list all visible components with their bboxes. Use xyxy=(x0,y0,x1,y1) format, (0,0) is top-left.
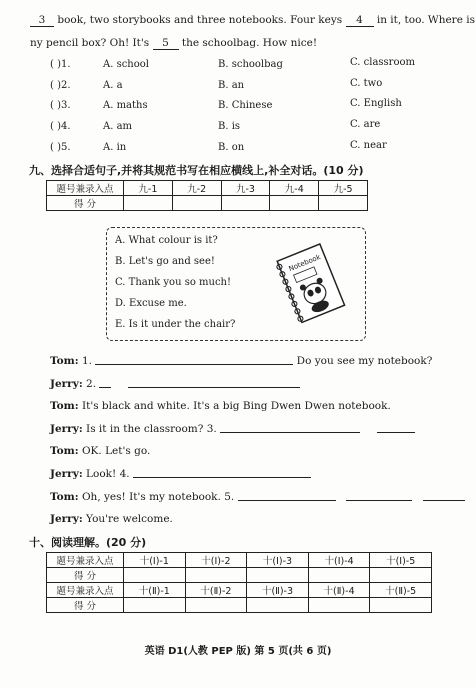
table-header: 十(Ⅰ)-2 xyxy=(185,553,247,568)
table-header: 十(Ⅰ)-4 xyxy=(308,553,370,568)
dialogue-line-1 xyxy=(50,354,432,367)
dialogue-line-7 xyxy=(50,490,465,503)
answer-line-5a[interactable] xyxy=(238,490,336,501)
score-cell xyxy=(370,568,432,583)
speaker: Tom: xyxy=(50,445,79,457)
sentence-options-box xyxy=(106,227,366,341)
dialogue-line-2 xyxy=(50,377,300,390)
dialogue-line-4 xyxy=(50,422,415,435)
table-header: 十(Ⅰ)-1 xyxy=(124,553,186,568)
notebook-label: Notebook xyxy=(287,253,322,274)
passage-line-2 xyxy=(30,37,317,50)
line-number: 1. xyxy=(81,355,92,367)
dialogue-line-8 xyxy=(50,513,173,525)
choice-a: A. a xyxy=(103,80,123,91)
choice-a: A. am xyxy=(103,121,133,132)
option-d: D. Excuse me. xyxy=(115,298,187,309)
dialogue-text: It's black and white. It's a big Bing Dwen Dwen notebook. xyxy=(81,400,391,412)
speaker: Jerry: xyxy=(50,378,83,390)
answer-line-2a[interactable] xyxy=(99,377,111,388)
score-cell xyxy=(185,568,247,583)
score-cell xyxy=(185,598,247,613)
passage-line-1 xyxy=(30,14,475,27)
speaker: Tom: xyxy=(50,491,79,503)
option-c: C. Thank you so much! xyxy=(115,277,232,288)
dialogue-text: You're welcome. xyxy=(86,513,173,525)
score-label: 得 分 xyxy=(47,568,124,583)
table-header: 题号兼录入点 xyxy=(47,583,124,598)
table-header: 十(Ⅱ)-5 xyxy=(370,583,432,598)
table-header: 十(Ⅱ)-4 xyxy=(308,583,370,598)
speaker: Tom: xyxy=(50,355,79,367)
score-cell xyxy=(308,568,370,583)
score-cell xyxy=(308,598,370,613)
score-table-9 xyxy=(46,180,368,211)
notebook-illustration xyxy=(267,238,357,333)
score-table-10 xyxy=(46,552,432,613)
speaker: Tom: xyxy=(50,400,79,412)
choice-a: A. school xyxy=(103,59,149,70)
table-header: 九-4 xyxy=(270,181,319,196)
passage-text: in it, too. Where is xyxy=(376,14,475,26)
score-cell xyxy=(247,568,309,583)
score-cell xyxy=(319,196,368,211)
choice-c: C. near xyxy=(350,140,387,151)
section-9-title: 九、选择合适句子,并将其规范书写在相应横线上,补全对话。(10 分) xyxy=(29,164,364,177)
choice-num: ( )5. xyxy=(50,142,71,153)
table-header: 十(Ⅰ)-5 xyxy=(370,553,432,568)
line-number: 2. xyxy=(86,378,97,390)
choice-b: B. an xyxy=(218,80,245,91)
dialogue-line-6 xyxy=(50,467,311,480)
choice-b: B. Chinese xyxy=(218,100,273,111)
speaker: Jerry: xyxy=(50,513,83,525)
choice-b: B. is xyxy=(218,121,241,132)
answer-line-3[interactable] xyxy=(220,422,360,433)
answer-line-5c[interactable] xyxy=(423,490,465,501)
dialogue-line-3 xyxy=(50,400,391,412)
passage-text: ny pencil box? Oh! It's xyxy=(30,37,150,49)
score-cell xyxy=(172,196,221,211)
table-header: 十(Ⅱ)-1 xyxy=(124,583,186,598)
score-cell xyxy=(221,196,270,211)
dialogue-text: OK. Let's go. xyxy=(81,445,151,457)
table-header: 十(Ⅱ)-3 xyxy=(247,583,309,598)
dialogue-text: Is it in the classroom? 3. xyxy=(86,423,217,435)
score-label: 得 分 xyxy=(47,196,124,211)
choice-a: A. in xyxy=(103,142,127,153)
score-label: 得 分 xyxy=(47,598,124,613)
section-10-title: 十、阅读理解。(20 分) xyxy=(29,536,147,549)
table-header: 十(Ⅰ)-3 xyxy=(247,553,309,568)
score-cell xyxy=(124,598,186,613)
choice-c: C. two xyxy=(350,78,383,89)
choice-num: ( )1. xyxy=(50,59,71,70)
option-a: A. What colour is it? xyxy=(115,235,218,246)
choice-c: C. classroom xyxy=(350,57,415,68)
score-cell xyxy=(124,568,186,583)
choice-b: B. on xyxy=(218,142,245,153)
choice-b: B. schoolbag xyxy=(218,59,283,70)
choice-c: C. are xyxy=(350,119,381,130)
page-footer: 英语 D1(人教 PEP 版) 第 5 页(共 6 页) xyxy=(144,646,332,657)
score-cell xyxy=(124,196,173,211)
answer-line-3b[interactable] xyxy=(377,422,415,433)
speaker: Jerry: xyxy=(50,423,83,435)
answer-line-2b[interactable] xyxy=(128,377,300,388)
table-header: 题号兼录入点 xyxy=(47,181,124,196)
score-cell xyxy=(370,598,432,613)
table-header: 十(Ⅱ)-2 xyxy=(185,583,247,598)
table-header: 九-5 xyxy=(319,181,368,196)
score-cell xyxy=(270,196,319,211)
answer-blank-4: 4 xyxy=(346,14,374,27)
speaker: Jerry: xyxy=(50,468,83,480)
table-header: 九-2 xyxy=(172,181,221,196)
dialogue-text: Look! 4. xyxy=(86,468,130,480)
option-e: E. Is it under the chair? xyxy=(115,319,236,330)
answer-line-4[interactable] xyxy=(133,467,311,478)
answer-line-1[interactable] xyxy=(95,354,293,365)
table-header: 九-3 xyxy=(221,181,270,196)
choice-c: C. English xyxy=(350,98,402,109)
dialogue-text: Oh, yes! It's my notebook. 5. xyxy=(81,491,235,503)
answer-line-5b[interactable] xyxy=(346,490,412,501)
table-header: 九-1 xyxy=(124,181,173,196)
dialogue-line-5 xyxy=(50,445,150,457)
dialogue-text: Do you see my notebook? xyxy=(296,355,433,367)
choice-num: ( )4. xyxy=(50,121,71,132)
choice-num: ( )3. xyxy=(50,100,71,111)
passage-text: the schoolbag. How nice! xyxy=(181,37,318,49)
score-cell xyxy=(247,598,309,613)
answer-blank-1: 3 xyxy=(30,14,54,27)
table-header: 题号兼录入点 xyxy=(47,553,124,568)
passage-text: book, two storybooks and three notebooks. Four keys xyxy=(57,14,343,26)
choice-a: A. maths xyxy=(103,100,148,111)
option-b: B. Let's go and see! xyxy=(115,256,215,267)
choice-num: ( )2. xyxy=(50,80,71,91)
answer-blank-5: 5 xyxy=(153,37,179,50)
